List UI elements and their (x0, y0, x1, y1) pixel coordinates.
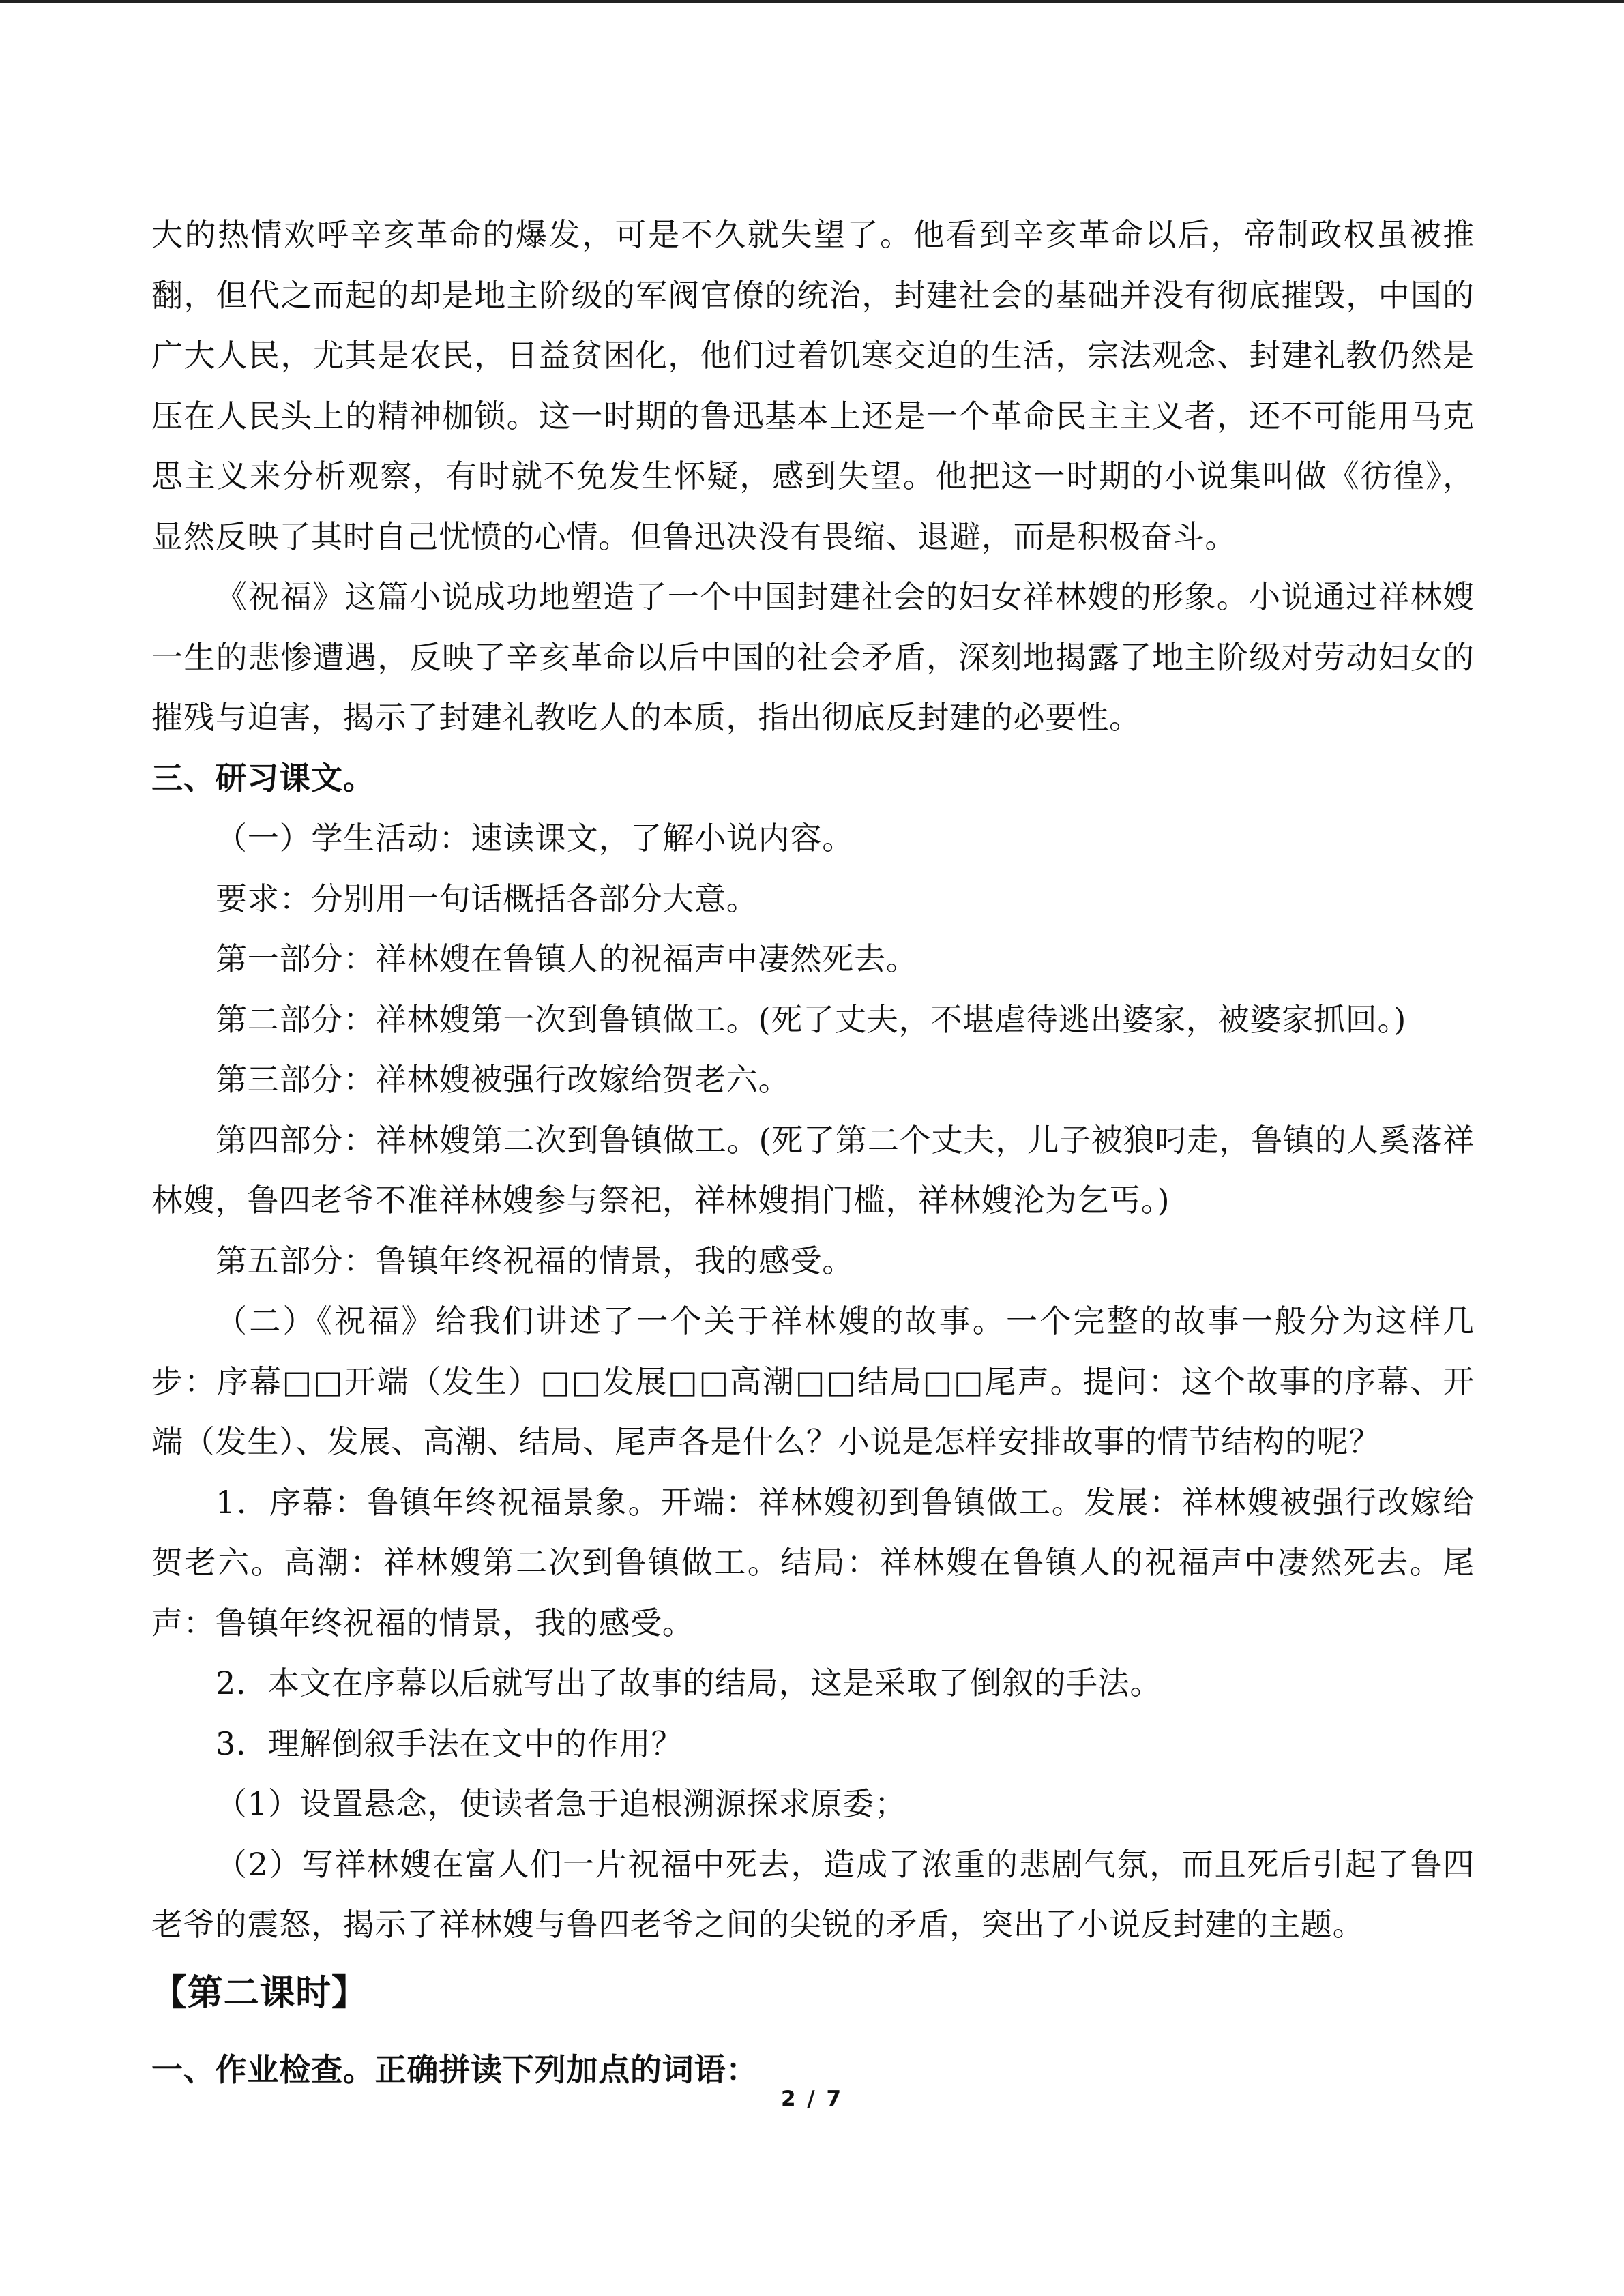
flashback-question: 3．理解倒叙手法在文中的作用？ (216, 1725, 683, 1762)
part-two: 第二部分：祥林嫂第一次到鲁镇做工。(死了丈夫，不堪虐待逃出婆家，被婆家抓回。) (216, 1000, 1407, 1038)
paragraph-background: 大的热情欢呼辛亥革命的爆发，可是不久就失望了。他看到辛亥革命以后，帝制政权虽被推翻，但代之而起的却是地主阶级的军阀官僚的统治，封建社会的基础并没有彻底摧毁，中国的广大人民，尤其是农民，日益贫困化，他们过着饥寒交迫的生活，宗法观念、封建礼教仍然是压在人民头上的精神枷锁。这一时期的鲁迅基本上还是一个革命民主主义者，还不可能用马克思主义来分析观察，有时就不免发生怀疑，感到失望。他把这一时期的小说集叫做《彷徨》，显然反映了其时自己忧愤的心情。但鲁迅决没有畏缩、退避，而是积极奋斗。 (151, 216, 1475, 555)
activity-two: （二）《祝福》给我们讲述了一个关于祥林嫂的故事。一个完整的故事一般分为这样几步：序幕□□开端（发生）□□发展□□高潮□□结局□□尾声。提问：这个故事的序幕、开端（发生）、发展、高潮、结局、尾声各是什么？小说是怎样安排故事的情节结构的呢？ (151, 1302, 1475, 1460)
plot-structure: 1．序幕：鲁镇年终祝福景象。开端：祥林嫂初到鲁镇做工。发展：祥林嫂被强行改嫁给贺老六。高潮：祥林嫂第二次到鲁镇做工。结局：祥林嫂在鲁镇人的祝福声中凄然死去。尾声：鲁镇年终祝福的情景，我的感受。 (151, 1483, 1475, 1641)
lesson-two-heading: 【第二课时】 (151, 1971, 368, 2014)
part-three: 第三部分：祥林嫂被强行改嫁给贺老六。 (216, 1061, 791, 1098)
section-heading-study-text: 三、研习课文。 (151, 759, 375, 796)
homework-check-heading: 一、作业检查。正确拼读下列加点的词语： (151, 2051, 758, 2088)
paragraph-summary: 《祝福》这篇小说成功地塑造了一个中国封建社会的妇女祥林嫂的形象。小说通过祥林嫂一生的悲惨遭遇，反映了辛亥革命以后中国的社会矛盾，深刻地揭露了地主阶级对劳动妇女的摧残与迫害，揭示了封建礼教吃人的本质，指出彻底反封建的必要性。 (151, 578, 1475, 736)
part-five: 第五部分：鲁镇年终祝福的情景，我的感受。 (216, 1242, 854, 1279)
flashback-answer-2: （2）写祥林嫂在富人们一片祝福中死去，造成了浓重的悲剧气氛，而且死后引起了鲁四老爷的震怒，揭示了祥林嫂与鲁四老爷之间的尖锐的矛盾，突出了小说反封建的主题。 (151, 1845, 1475, 1943)
document-body (151, 205, 1475, 2108)
page-number: 2 / 7 (780, 2087, 844, 2111)
flashback-note: 2．本文在序幕以后就写出了故事的结局，这是采取了倒叙的手法。 (216, 1665, 1162, 1701)
part-one: 第一部分：祥林嫂在鲁镇人的祝福声中凄然死去。 (216, 940, 918, 977)
page-top-border (0, 0, 1624, 3)
part-four: 第四部分：祥林嫂第二次到鲁镇做工。(死了第二个丈夫，儿子被狼叼走，鲁镇的人奚落祥林嫂，鲁四老爷不准祥林嫂参与祭祀，祥林嫂捐门槛，祥林嫂沦为乞丐。) (151, 1121, 1475, 1219)
requirement: 要求：分别用一句话概括各部分大意。 (216, 880, 758, 917)
flashback-answer-1: （1）设置悬念，使读者急于追根溯源探求原委； (216, 1785, 906, 1822)
activity-one: （一）学生活动：速读课文，了解小说内容。 (216, 820, 854, 856)
